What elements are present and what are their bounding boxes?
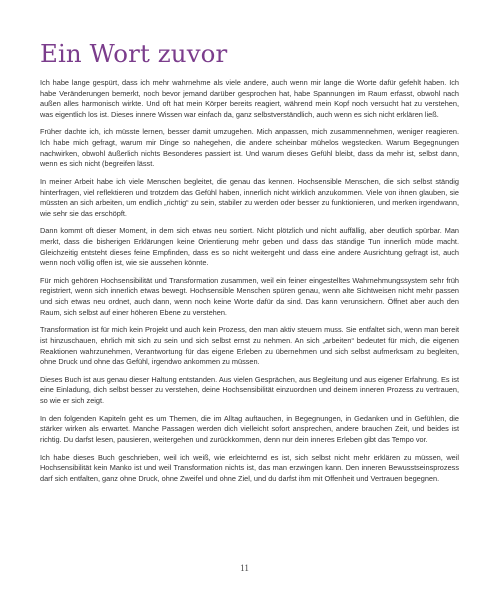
page-number: 11 (240, 563, 249, 573)
paragraph: In den folgenden Kapiteln geht es um Themen, die im Alltag auftauchen, in Begegnungen, in Gedanken und in Gefühlen, die stärker wirken als erwartet. Manche Passagen werden dich vielleicht sofort ansprechen, andere brauchen Zeit, und beides ist richtig. Du darfst lesen, pausieren, weitergehen und zurückkommen, denn nur dein inneres Erleben gibt das Tempo vor. (40, 413, 459, 444)
paragraph: Dann kommt oft dieser Moment, in dem sich etwas neu sortiert. Nicht plötzlich und nicht auffällig, aber deutlich spürbar. Man merkt, dass die bisherigen Erklärungen keine Orientierung mehr geben und dass das ständige Tun innerlich müde macht. Gleichzeitig entsteht dieses feine Empfinden, dass es so nicht weitergeht und dass eine andere Ausrichtung gefragt ist, auch wenn noch völlig offen ist, wie sie aussehen könnte. (40, 226, 459, 268)
paragraph: Transformation ist für mich kein Projekt und auch kein Prozess, den man aktiv steuern muss. Sie entfaltet sich, wenn man bereit ist hinzuschauen, ehrlich mit sich zu sein und sich selbst ernst zu nehmen. An sich „arbeiten“ bedeutet für mich, die eigenen Reaktionen wahrzunehmen, Verantwortung für das eigene Erleben zu übernehmen und sich selbst aufmerksam zu begleiten, ohne Druck und ohne das Gefühl, irgendwo ankommen zu müssen. (40, 325, 459, 367)
paragraph: Früher dachte ich, ich müsste lernen, besser damit umzugehen. Mich anpassen, mich zusammennehmen, weniger reagieren. Ich habe mich gefragt, warum mir Dinge so nahegehen, die andere scheinbar mühelos wegstecken. Warum Begegnungen nachwirken, obwohl äußerlich nichts Besonderes passiert ist. Und warum dieses Gefühl bleibt, dass da mehr ist, selbst dann, wenn es sich nicht (begreifen lässt. (40, 127, 459, 169)
paragraph: Ich habe lange gespürt, dass ich mehr wahrnehme als viele andere, auch wenn mir lange die Worte dafür gefehlt haben. Ich habe Veränderungen bemerkt, noch bevor jemand darüber gesprochen hat, habe Spannungen im Raum erfasst, obwohl nach außen alles harmonisch wirkte. Und oft hat mein Körper bereits reagiert, während mein Kopf noch versucht hat zu verstehen, was eigentlich los ist. Dieses innere Wissen war einfach da, ganz selbstverständlich, auch wenn es sich nicht erklären ließ. (40, 78, 459, 119)
paragraph: Für mich gehören Hochsensibilität und Transformation zusammen, weil ein feiner eingestelltes Wahrnehmungssystem sehr früh registriert, wenn sich innerlich etwas bewegt. Hochsensible Menschen spüren genau, wenn alte Sichtweisen nicht mehr passen und sich etwas neu ordnet, auch dann, wenn noch keine Worte dafür da sind. Das kann verunsichern. Öffnet aber auch den Raum, sich selbst auf einer höheren Ebene zu verstehen. (40, 275, 459, 317)
paragraph: In meiner Arbeit habe ich viele Menschen begleitet, die genau das kennen. Hochsensible Menschen, die sich selbst ständig hinterfragen, viel reflektieren und trotzdem das Gefühl haben, innerlich nicht wirklich anzukommen. Viele von ihnen glauben, sie müssten an sich arbeiten, um endlich „richtig“ zu sein, stabiler zu werden oder besser zu funktionieren, und merken irgendwann, wie sehr sie das erschöpft. (40, 176, 459, 218)
chapter-title: Ein Wort zuvor (40, 39, 228, 68)
paragraph: Dieses Buch ist aus genau dieser Haltung entstanden. Aus vielen Gesprächen, aus Begleitung und aus eigener Erfahrung. Es ist eine Einladung, dich selbst besser zu verstehen, deine Hochsensibilität einzuordnen und deinem inneren Prozess zu vertrauen, so wie er sich zeigt. (40, 374, 459, 405)
paragraph: Ich habe dieses Buch geschrieben, weil ich weiß, wie erleichternd es ist, sich selbst nicht mehr erklären zu müssen, weil Hochsensibilität kein Manko ist und weil Transformation nichts ist, das man erzwingen kann. Den inneren Bewusstseinsprozess darf sich entfalten, ganz ohne Druck, ohne Zweifel und ohne Ziel, und du darfst ihm mit Offenheit und Vertrauen begegnen. (40, 452, 459, 483)
chapter-body (40, 78, 459, 484)
